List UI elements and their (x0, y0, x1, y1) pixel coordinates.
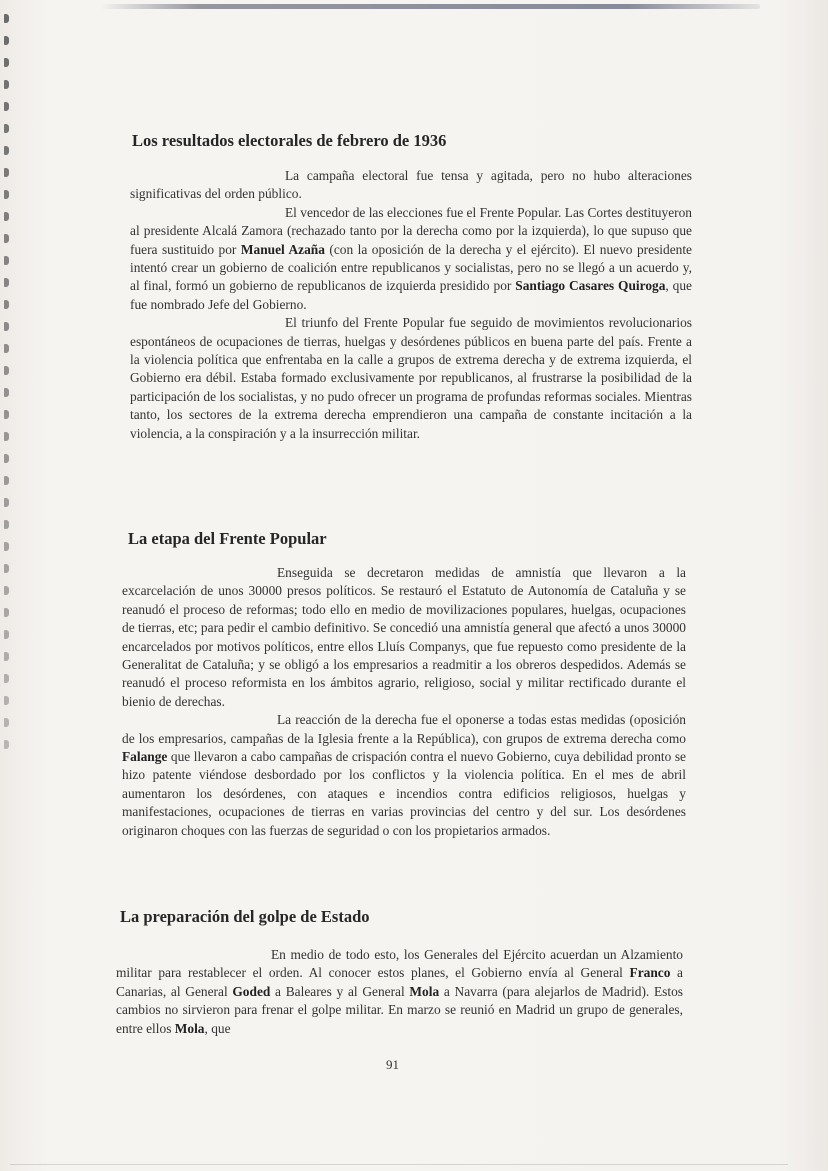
binder-hole (4, 432, 9, 441)
binder-hole (4, 190, 9, 199)
binder-hole (4, 740, 9, 749)
bold-name: Franco (629, 965, 671, 981)
text-run: que llevaron a cabo campañas de crispación contra el nuevo Gobierno, cuya debilidad pronto se hizo patente viéndose desbordado por los conflictos y la violencia política. En el mes de abril aumentaron los desórdenes, con ataques e incendios contra edificios religiosos, huelgas y manifestaciones, ocupaciones de tierras en varias provincias del centro y del sur. Los desórdenes originaron choques con las fuerzas de seguridad o con los propietarios armados. (122, 749, 686, 838)
binder-hole (4, 80, 9, 89)
binder-hole (4, 586, 9, 595)
binder-hole (4, 608, 9, 617)
text-run: a Baleares y al General (270, 983, 410, 999)
text-run: a Navarra (para alejarlos de Madrid). Estos cambios no sirvieron para frenar el golpe militar. En marzo se reunió en Madrid un grupo de generales, entre ellos (116, 983, 683, 1036)
binder-hole (4, 278, 9, 287)
binder-hole (4, 454, 9, 463)
binder-hole (4, 498, 9, 507)
paragraph (116, 946, 683, 1038)
binder-hole (4, 212, 9, 221)
text-run: El vencedor de las elecciones fue el Frente Popular. Las Cortes destituyeron al presidente Alcalá Zamora (rechazado tanto por la derecha como por la izquierda), lo que supuso que fuera sustituido por (130, 204, 692, 257)
page-number: 91 (386, 1057, 399, 1072)
bold-name: Santiago Casares Quiroga (515, 278, 666, 294)
binder-hole (4, 564, 9, 573)
text-run: La campaña electoral fue tensa y agitada, pero no hubo alteraciones significativas del orden público. (130, 168, 692, 202)
text-run: a Canarias, al General (116, 965, 683, 999)
bold-name: Mola (174, 1020, 205, 1036)
binder-hole (4, 652, 9, 661)
paragraph (122, 711, 686, 840)
binder-hole (4, 300, 9, 309)
paragraph (122, 564, 686, 711)
bold-name: Manuel Azaña (240, 241, 325, 257)
binder-hole (4, 234, 9, 243)
text-run: Enseguida se decretaron medidas de amnistía que llevaron a la excarcelación de unos 30000 presos políticos. Se restauró el Estatuto de Autonomía de Cataluña y se reanudó el proceso de reformas; todo ello en medio de movilizaciones populares, huelgas, ocupaciones de tierras, etc; para pedir el cambio definitivo. Se concedió una amnistía general que afectó a unos 30000 encarcelados por motivos políticos, entre ellos Lluís Companys, que fue repuesto como presidente de la Generalitat de Cataluña; y se obligó a los empresarios a readmitir a los obreros despedidos. Además se reanudó el proceso reformista en los ámbitos agrario, religioso, social y militar rectificado durante el bienio de derechas. (122, 565, 686, 709)
binder-hole (4, 168, 9, 177)
paragraph (130, 204, 692, 314)
section-body-popular-front (122, 564, 686, 840)
section-body-coup-preparation (116, 946, 683, 1038)
binder-hole (4, 630, 9, 639)
binder-hole (4, 366, 9, 375)
paragraph (130, 167, 692, 204)
binder-hole (4, 696, 9, 705)
binder-hole (4, 14, 9, 23)
binder-holes (4, 0, 14, 1171)
binder-hole (4, 146, 9, 155)
text-run: En medio de todo esto, los Generales del Ejército acuerdan un Alzamiento militar para restablecer el orden. Al conocer estos planes, el Gobierno envía al General (116, 947, 683, 981)
binder-hole (4, 344, 9, 353)
bold-name: Goded (232, 983, 271, 999)
binder-hole (4, 36, 9, 45)
binder-hole (4, 388, 9, 397)
paragraph (130, 314, 692, 443)
text-run: El triunfo del Frente Popular fue seguido de movimientos revolucionarios espontáneos de ocupaciones de tierras, huelgas y desórdenes públicos en buena parte del país. Frente a la violencia política que enfrentaba en la calle a grupos de extrema derecha y de extrema izquierda, el Gobierno era débil. Estaba formado exclusivamente por republicanos, al frustrarse la posibilidad de la participación de los socialistas, y no pudo ofrecer un programa de profundas reformas sociales. Mientras tanto, los sectores de la extrema derecha emprendieron una campaña de constante incitación a la violencia, a la conspiración y a la insurrección militar. (130, 315, 692, 441)
binder-hole (4, 718, 9, 727)
text-run: La reacción de la derecha fue el oponerse a todas estas medidas (oposición de los empresarios, campañas de la Iglesia frente a la República), con grupos de extrema derecha como (122, 712, 686, 746)
binder-hole (4, 102, 9, 111)
page-edge (10, 1164, 788, 1165)
binder-hole (4, 256, 9, 265)
binder-hole (4, 520, 9, 529)
binder-hole (4, 476, 9, 485)
section-title-electoral-results: Los resultados electorales de febrero de 1936 (132, 131, 447, 150)
binder-hole (4, 410, 9, 419)
binder-hole (4, 124, 9, 133)
binder-hole (4, 542, 9, 551)
binder-hole (4, 674, 9, 683)
section-body-electoral-results (130, 167, 692, 443)
binder-hole (4, 58, 9, 67)
section-title-coup-preparation: La preparación del golpe de Estado (120, 907, 370, 926)
text-run: , que (204, 1020, 231, 1036)
binding-shadow (100, 4, 760, 9)
bold-name: Falange (122, 749, 168, 765)
bold-name: Mola (409, 983, 440, 999)
text-run: (con la oposición de la derecha y el ejército). El nuevo presidente intentó crear un gobierno de coalición entre republicanos y socialistas, pero no se llegó a un acuerdo y, al final, formó un gobierno de republicanos de izquierda presidido por (130, 241, 693, 294)
section-title-popular-front: La etapa del Frente Popular (128, 529, 327, 548)
text-run: , que fue nombrado Jefe del Gobierno. (130, 278, 692, 312)
binder-hole (4, 322, 9, 331)
